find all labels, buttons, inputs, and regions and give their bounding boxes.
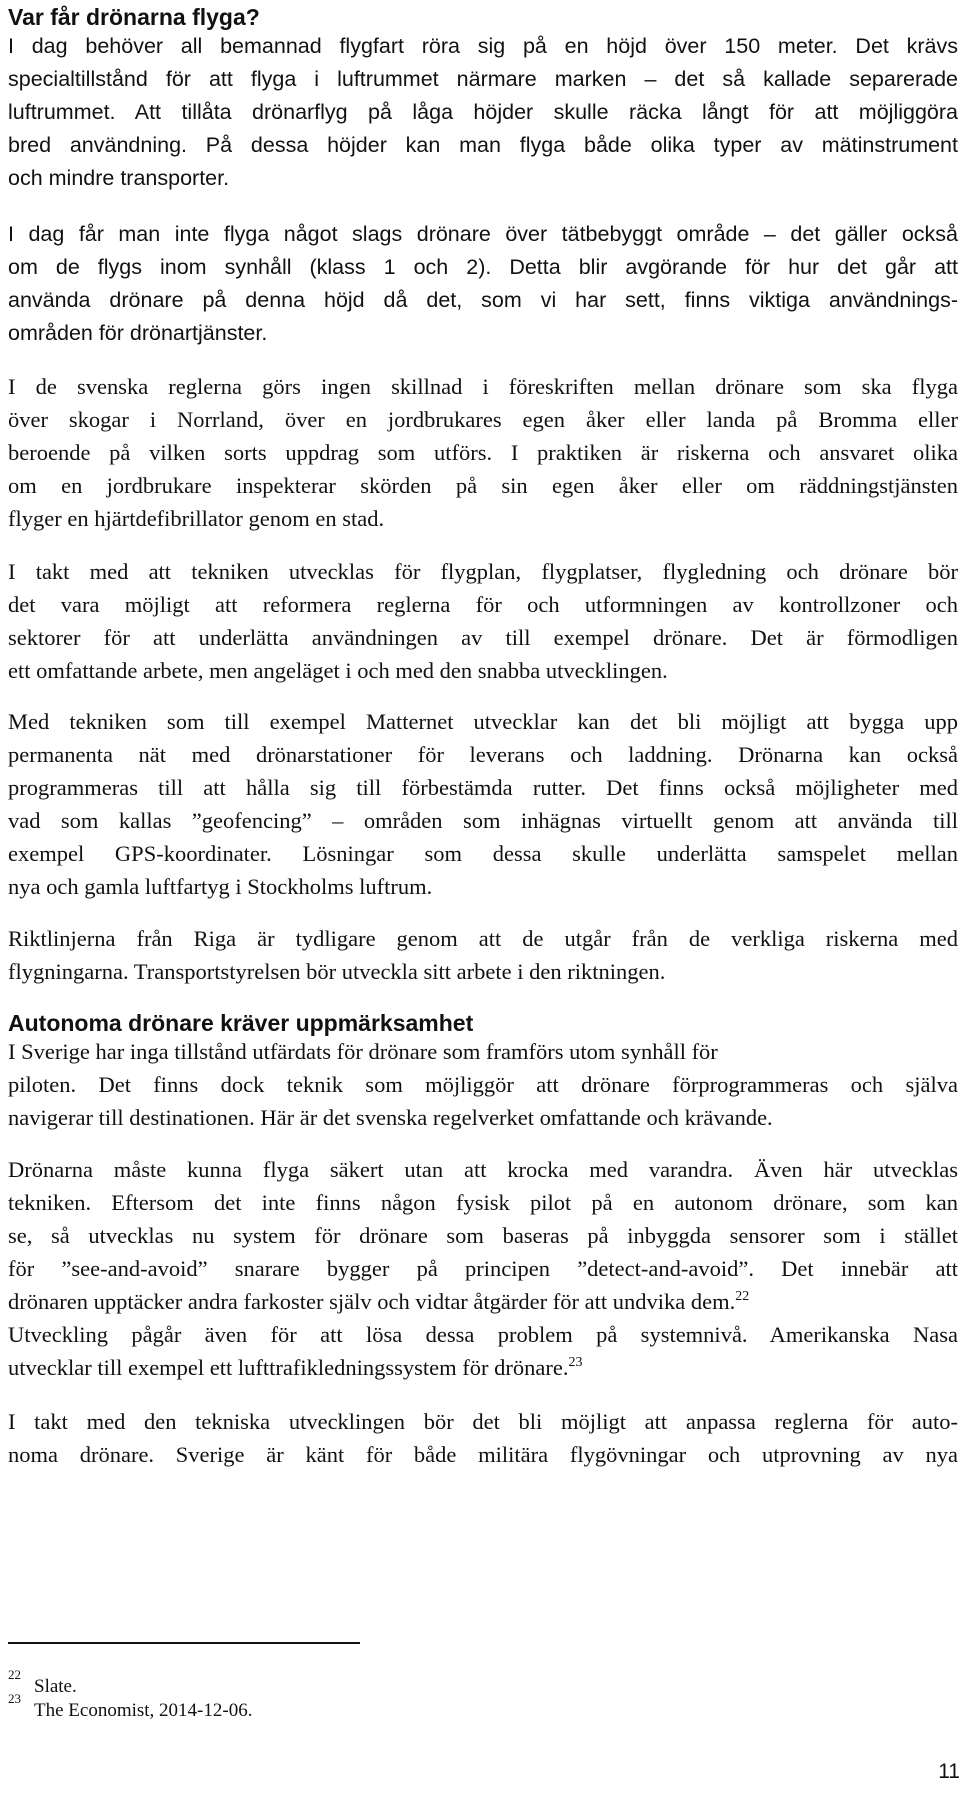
- text-line: I takt med att tekniken utvecklas för flygplan, flygplatser, flygledning och drönare bör: [8, 559, 958, 584]
- text-line: vad som kallas ”geofencing” – områden som inhägnas virtuellt genom att använda till: [8, 808, 958, 833]
- paragraph-3: [8, 370, 958, 535]
- text-line: exempel GPS-koordinater. Lösningar som dessa skulle underlätta samspelet mellan: [8, 841, 958, 866]
- text-line: I dag behöver all bemannad flygfart röra sig på en höjd över 150 meter. Det krävs: [8, 34, 958, 58]
- text-line: specialtillstånd för att flyga i luftrummet närmare marken – det så kallade separerade: [8, 67, 958, 91]
- text-line: piloten. Det finns dock teknik som möjliggör att drönare förprogrammeras och själva: [8, 1072, 958, 1097]
- text-line: Riktlinjerna från Riga är tydligare genom att de utgår från de verkliga riskerna med: [8, 926, 958, 951]
- text-line: och mindre transporter.: [8, 166, 230, 190]
- text-line: Med tekniken som till exempel Matternet utvecklar kan det bli möjligt att bygga upp: [8, 709, 958, 734]
- text-line: använda drönare på denna höjd då det, som vi har sett, finns viktiga användnings-: [8, 288, 958, 312]
- text-line: bred användning. På dessa höjder kan man flyga både olika typer av mätinstrument: [8, 133, 958, 157]
- text-line: I Sverige har inga tillstånd utfärdats för drönare som framförs utom synhåll för: [8, 1039, 718, 1064]
- footnote-text: Slate.: [34, 1676, 77, 1697]
- section-heading-1: Var får drönarna flyga?: [8, 4, 260, 30]
- section-heading-2: Autonoma drönare kräver uppmärksamhet: [8, 1010, 474, 1036]
- text-line: för ”see-and-avoid” snarare bygger på principen ”detect-and-avoid”. Det innebär att: [8, 1256, 958, 1281]
- text-line: om en jordbrukare inspekterar skörden på sin egen åker eller om räddningstjänsten: [8, 473, 958, 498]
- paragraph-8: [8, 1153, 958, 1384]
- footnote-text: The Economist, 2014-12-06.: [34, 1700, 253, 1721]
- text-line: I takt med den tekniska utvecklingen bör det bli möjligt att anpassa reglerna för auto-: [8, 1409, 958, 1434]
- paragraph-7: [8, 1035, 958, 1134]
- text-line: beroende på vilken sorts uppdrag som utförs. I praktiken är riskerna och ansvaret olika: [8, 440, 958, 465]
- paragraph-1: [8, 30, 958, 195]
- text-segment: utvecklar till exempel ett lufttrafikledningssystem för drönare.: [8, 1355, 569, 1380]
- text-line: navigerar till destinationen. Här är det svenska regelverket omfattande och krävande.: [8, 1105, 773, 1130]
- text-line: om de flygs inom synhåll (klass 1 och 2). Detta blir avgörande för hur det går att: [8, 255, 958, 279]
- text-line: noma drönare. Sverige är känt för både militära flygövningar och utprovning av nya: [8, 1442, 958, 1467]
- footnote-reference[interactable]: 23: [568, 1355, 583, 1370]
- footnote-separator: [8, 1642, 360, 1644]
- paragraph-4: [8, 555, 958, 687]
- footnote: 22 Slate.: [8, 1667, 77, 1697]
- text-line-with-footnote: [8, 1285, 958, 1318]
- text-line: flyger en hjärtdefibrillator genom en stad.: [8, 506, 385, 531]
- text-line: Drönarna måste kunna flyga säkert utan att krocka med varandra. Även här utvecklas: [8, 1157, 958, 1182]
- text-line: över skogar i Norrland, över en jordbrukares egen åker eller landa på Bromma eller: [8, 407, 958, 432]
- paragraph-9: [8, 1405, 958, 1471]
- paragraph-6: [8, 922, 958, 988]
- text-line: I de svenska reglerna görs ingen skillnad i föreskriften mellan drönare som ska flyga: [8, 374, 958, 399]
- page-number: 11: [938, 1760, 960, 1783]
- text-line: det vara möjligt att reformera reglerna för och utformningen av kontrollzoner och: [8, 592, 958, 617]
- text-line: områden för drönartjänster.: [8, 321, 268, 345]
- text-line: nya och gamla luftfartyg i Stockholms luftrum.: [8, 874, 433, 899]
- text-line: Utveckling pågår även för att lösa dessa problem på systemnivå. Amerikanska Nasa: [8, 1322, 958, 1347]
- footnote-reference[interactable]: 22: [735, 1289, 750, 1304]
- text-line: flygningarna. Transportstyrelsen bör utveckla sitt arbete i den riktningen.: [8, 959, 666, 984]
- text-line-with-footnote: [8, 1351, 958, 1384]
- text-line: permanenta nät med drönarstationer för leverans och laddning. Drönarna kan också: [8, 742, 958, 767]
- text-line: se, så utvecklas nu system för drönare som baseras på inbyggda sensorer som i stället: [8, 1223, 958, 1248]
- paragraph-5: [8, 705, 958, 903]
- text-line: luftrummet. Att tillåta drönarflyg på låga höjder skulle räcka långt för att möjliggöra: [8, 100, 958, 124]
- footnote: 23 The Economist, 2014-12-06.: [8, 1691, 253, 1721]
- text-line: sektorer för att underlätta användningen av till exempel drönare. Det är förmodligen: [8, 625, 958, 650]
- text-line: tekniken. Eftersom det inte finns någon fysisk pilot på en autonom drönare, som kan: [8, 1190, 958, 1215]
- text-segment: drönaren upptäcker andra farkoster själv och vidtar åtgärder för att undvika dem.: [8, 1289, 736, 1314]
- text-line: programmeras till att hålla sig till förbestämda rutter. Det finns också möjligheter med: [8, 775, 958, 800]
- paragraph-2: [8, 218, 958, 350]
- text-line: I dag får man inte flyga något slags drönare över tätbebyggt område – det gäller också: [8, 222, 958, 246]
- text-line: ett omfattande arbete, men angeläget i och med den snabba utvecklingen.: [8, 658, 668, 683]
